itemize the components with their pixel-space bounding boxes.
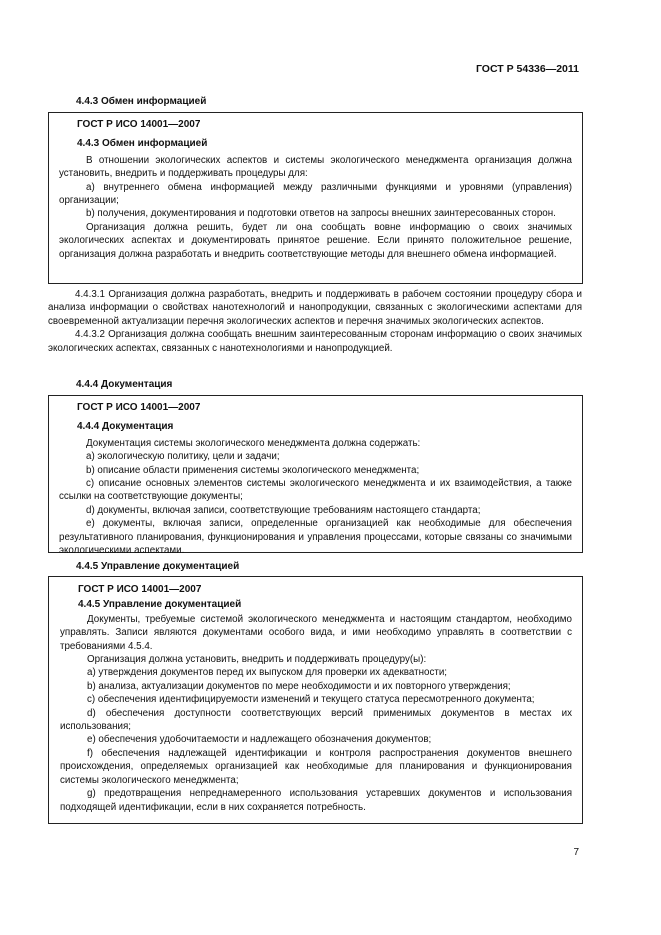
body-paragraph: 4.4.3.1 Организация должна разработать, внедрить и поддерживать в рабочем состоянии процедуру сбора и анализа информации о свойствах нанотехнологий и нанопродукции, связанных с экологическими аспектами для своевременной актуализации перечня экологических аспектов и перечня значимых экологических аспектов. bbox=[48, 289, 582, 327]
box-paragraph: f) обеспечения надлежащей идентификации и контроля распространения документов внешнего происхождения, определяемых организацией как необходимые для планирования и функционирования системы экологического менеджмента; bbox=[60, 747, 572, 786]
box-paragraph: b) описание области применения системы экологического менеджмента; bbox=[86, 464, 420, 476]
box-paragraph: Документация системы экологического менеджмента должна содержать: bbox=[86, 437, 421, 449]
box-paragraph: c) обеспечения идентифицируемости изменений и текущего статуса пересмотренного документа; bbox=[87, 694, 535, 706]
box-paragraph: Организация должна установить, внедрить и поддерживать процедуру(ы): bbox=[87, 654, 427, 666]
box-paragraph: c) описание основных элементов системы экологического менеджмента и их взаимодействия, а также ссылки на соответствующие документы; bbox=[59, 478, 572, 503]
quote-box-4-4-4 bbox=[48, 395, 583, 557]
box-paragraph: g) предотвращения непреднамеренного использования устаревших документов и использования подходящей идентификации, если в них сохраняется потребность. bbox=[60, 788, 572, 813]
section-body-4-4-3 bbox=[48, 288, 582, 355]
box-paragraph: e) документы, включая записи, определенные организацией как необходимые для обеспечения результативного планирования, функционирования и управления процессами, которые связаны со значимыми экологическими аспектами. bbox=[59, 518, 572, 557]
box-paragraph: Организация должна решить, будет ли она сообщать вовне информацию о своих значимых экологических аспектах и документировать принятое решение. Если принято положительное решение, организация должна разработать и внедрить соответствующие методы для внешнего обмена информацией. bbox=[59, 221, 572, 260]
quote-box-4-4-5 bbox=[48, 576, 583, 824]
box-paragraph: d) документы, включая записи, соответствующие требованиям настоящего стандарта; bbox=[86, 504, 481, 516]
box-paragraph: b) анализа, актуализации документов по мере необходимости и их повторного утверждения; bbox=[87, 680, 511, 692]
box-paragraph: a) экологическую политику, цели и задачи; bbox=[86, 451, 280, 463]
box-standard-ref: ГОСТ Р ИСО 14001—2007 bbox=[78, 584, 202, 595]
box-paragraph: a) внутреннего обмена информацией между различными функциями и уровнями (управления) организации; bbox=[59, 181, 572, 207]
box-subheading: 4.4.3 Обмен информацией bbox=[77, 138, 208, 150]
quote-box-4-4-3 bbox=[48, 112, 583, 284]
box-standard-ref: ГОСТ Р ИСО 14001—2007 bbox=[77, 119, 201, 130]
section-heading-4-4-3: 4.4.3 Обмен информацией bbox=[76, 96, 207, 107]
box-paragraph: a) утверждения документов перед их выпуском для проверки их адекватности; bbox=[87, 667, 448, 679]
box-subheading: 4.4.5 Управление документацией bbox=[78, 599, 242, 611]
section-heading-4-4-4: 4.4.4 Документация bbox=[76, 379, 173, 390]
section-heading-4-4-5: 4.4.5 Управление документацией bbox=[76, 561, 240, 572]
box-paragraph: b) получения, документирования и подготовки ответов на запросы внешних заинтересованных сторон. bbox=[86, 208, 556, 220]
box-standard-ref: ГОСТ Р ИСО 14001—2007 bbox=[77, 402, 201, 413]
page-number: 7 bbox=[573, 847, 579, 858]
standard-header: ГОСТ Р 54336—2011 bbox=[475, 63, 579, 75]
box-paragraph: e) обеспечения удобочитаемости и надлежащего обозначения документов; bbox=[87, 734, 432, 746]
body-paragraph: 4.4.3.2 Организация должна сообщать внешним заинтересованным сторонам информацию о своих значимых экологических аспектах, связанных с нанотехнологиями и нанопродукцией. bbox=[48, 329, 582, 354]
box-subheading: 4.4.4 Документация bbox=[77, 421, 174, 433]
box-paragraph: Документы, требуемые системой экологического менеджмента и настоящим стандартом, необходимо управлять. Записи являются документами особого вида, и ими необходимо управлять в соответствии с требованиями 4.5.4. bbox=[60, 613, 572, 652]
box-paragraph: d) обеспечения доступности соответствующих версий применимых документов в местах их использования; bbox=[60, 707, 572, 733]
box-paragraph: В отношении экологических аспектов и системы экологического менеджмента организация должна установить, внедрить и поддерживать процедуры для: bbox=[59, 154, 572, 180]
